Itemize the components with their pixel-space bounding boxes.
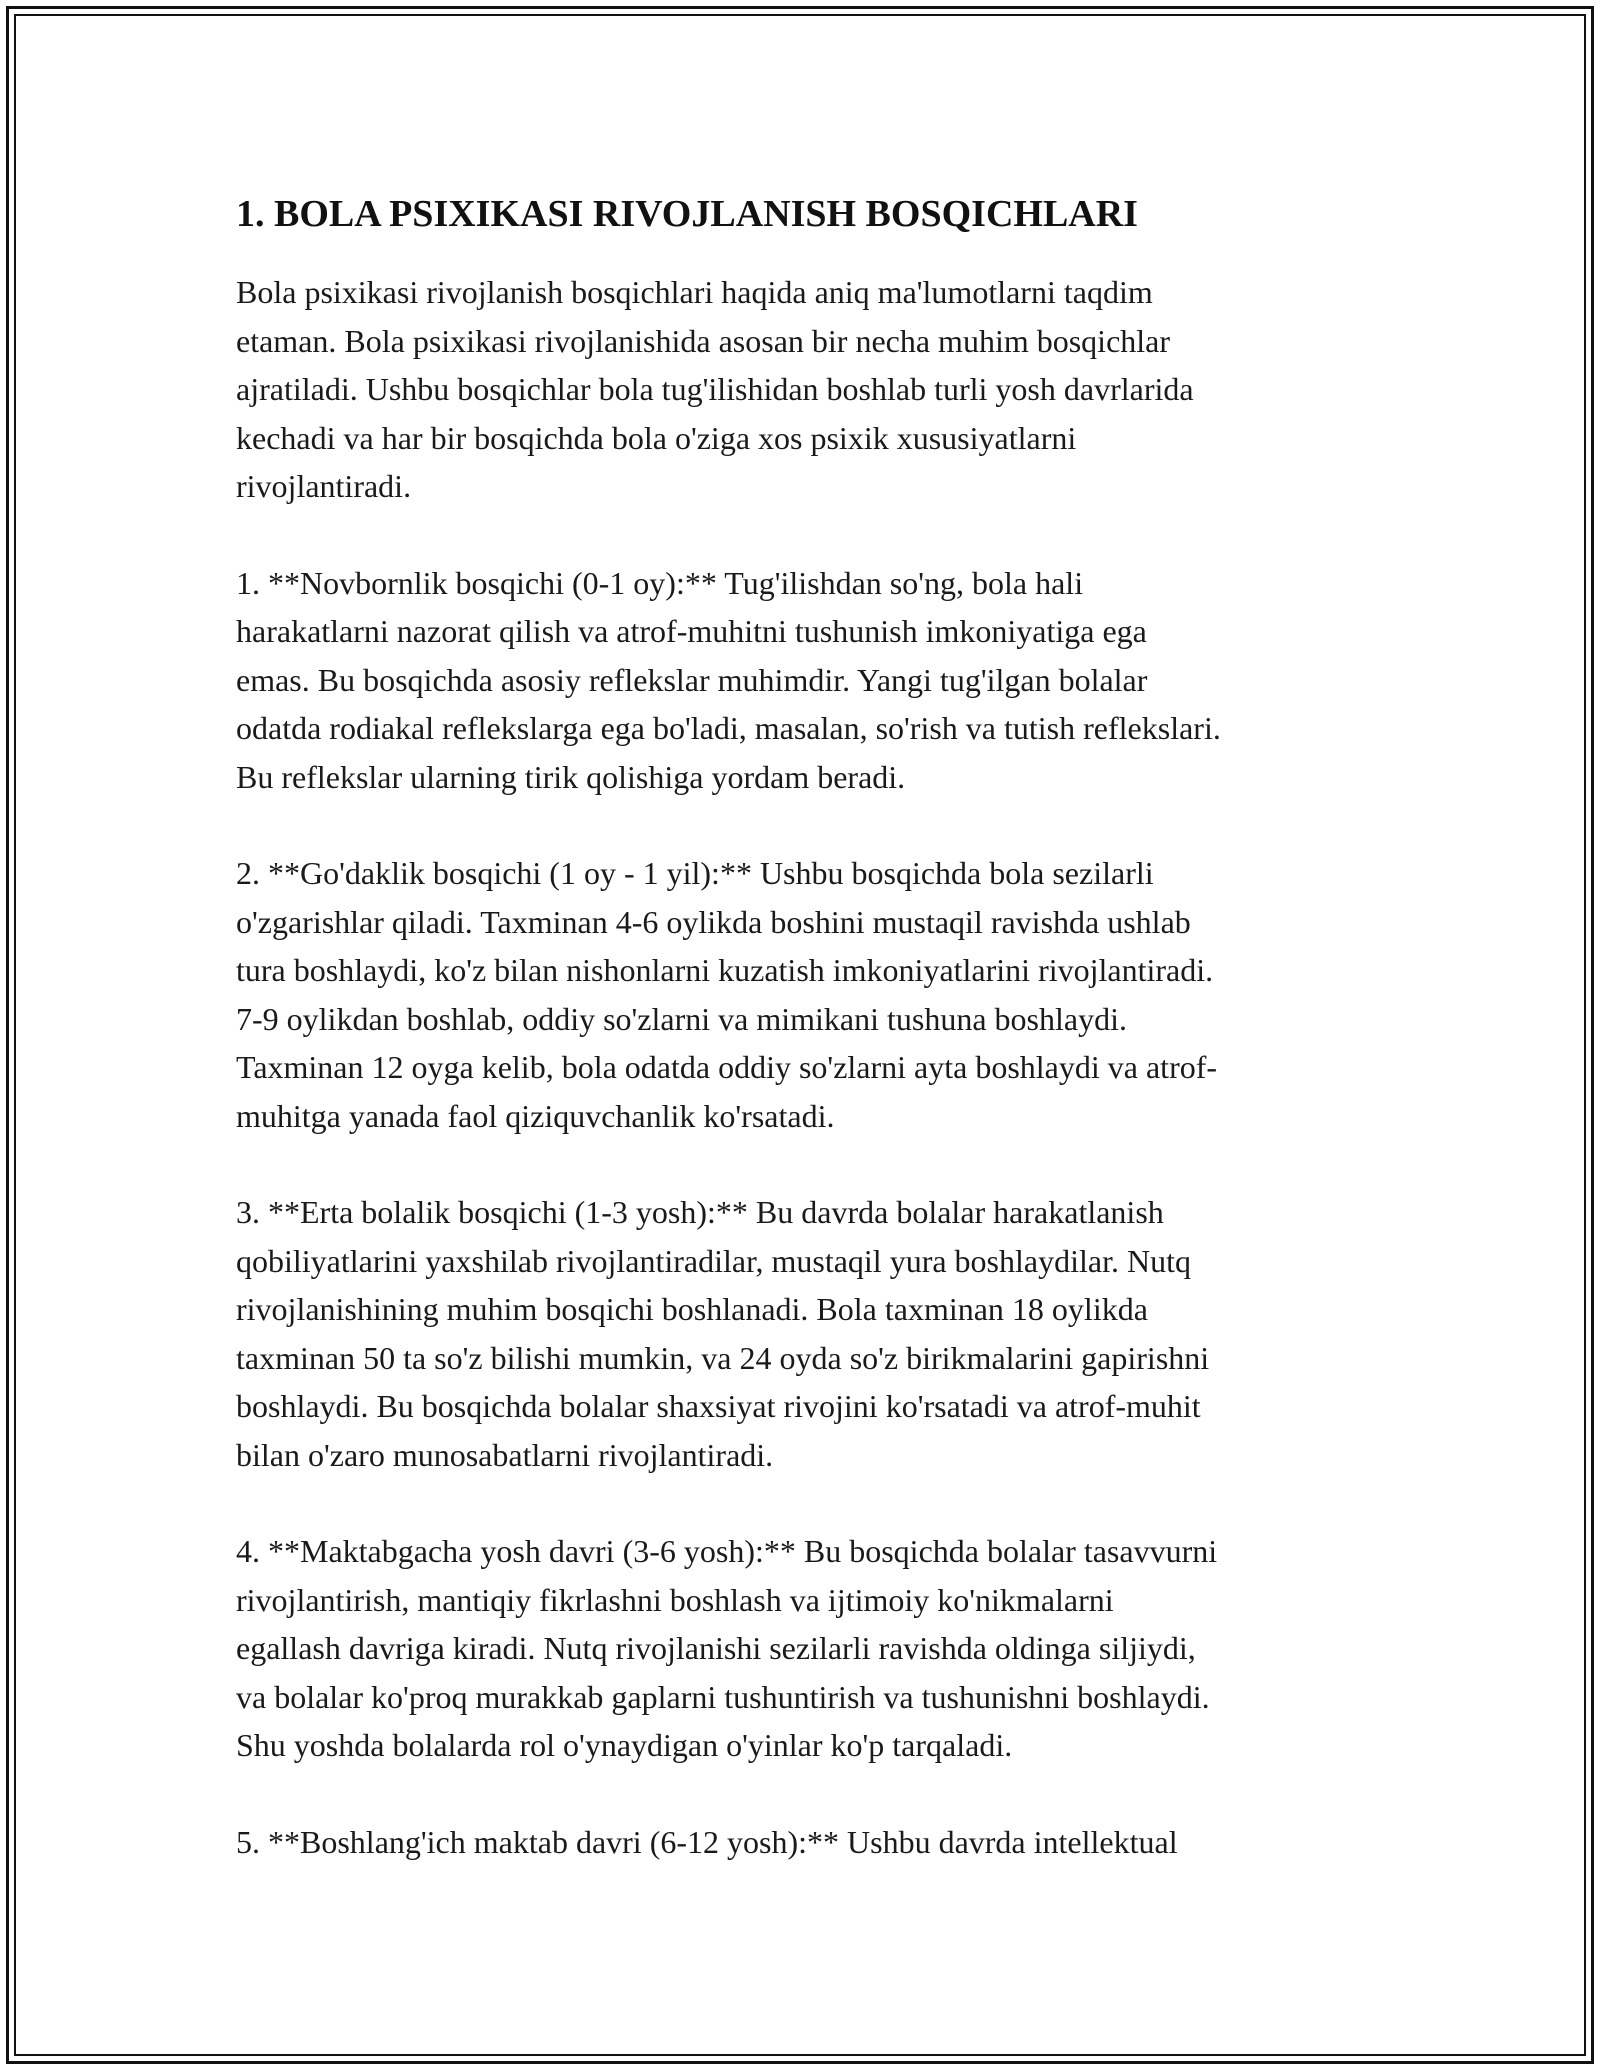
stage-5-paragraph: 5. **Boshlang'ich maktab davri (6-12 yosh):** Ushbu davrda intellektual <box>236 1823 1178 1860</box>
stage-3-paragraph: 3. **Erta bolalik bosqichi (1-3 yosh):** Bu davrda bolalar harakatlanish qobiliyatlarini yaxshilab rivojlantiradilar, mustaqil yura boshlaydilar. Nutq rivojlanishining muhim bosqichi boshlanadi. Bola taxminan 18 oylikda taxminan 50 ta so'z bilishi mumkin, va 24 oyda so'z birikmalarini gapirishni boshlaydi. Bu bosqichda bolalar shaxsiyat rivojini ko'rsatadi va atrof-muhit bilan o'zaro munosabatlarni rivojlantiradi. <box>236 1194 1210 1473</box>
document-body <box>236 188 1376 1914</box>
stage-2-paragraph: 2. **Go'daklik bosqichi (1 oy - 1 yil):** Ushbu bosqichda bola sezilarli o'zgarishlar qiladi. Taxminan 4-6 oylikda boshini mustaqil ravishda ushlab tura boshlaydi, ko'z bilan nishonlarni kuzatish imkoniyatlarini rivojlantiradi. 7-9 oylikdan boshlab, oddiy so'zlarni va mimikani tushuna boshlaydi. Taxminan 12 oyga kelib, bola odatda oddiy so'zlarni ayta boshlaydi va atrof- muhitga yanada faol qiziquvchanlik ko'rsatadi. <box>236 855 1218 1134</box>
stage-4-paragraph: 4. **Maktabgacha yosh davri (3-6 yosh):** Bu bosqichda bolalar tasavvurni rivojlantirish, mantiqiy fikrlashni boshlash va ijtimoiy ko'nikmalarni egallash davriga kiradi. Nutq rivojlanishi sezilarli ravishda oldinga siljiydi, va bolalar ko'proq murakkab gaplarni tushuntirish va tushunishni boshlaydi. Shu yoshda bolalarda rol o'ynaydigan o'yinlar ko'p tarqaladi. <box>236 1533 1218 1763</box>
intro-paragraph: Bola psixikasi rivojlanish bosqichlari haqida aniq ma'lumotlarni taqdim etaman. Bola psixikasi rivojlanishida asosan bir necha muhim bosqichlar ajratiladi. Ushbu bosqichlar bola tug'ilishidan boshlab turli yosh davrlarida kechadi va har bir bosqichda bola o'ziga xos psixik xususiyatlarni rivojlantiradi. <box>236 274 1194 504</box>
stage-1-paragraph: 1. **Novbornlik bosqichi (0-1 oy):** Tug'ilishdan so'ng, bola hali harakatlarni nazorat qilish va atrof-muhitni tushunish imkoniyatiga ega emas. Bu bosqichda asosiy reflekslar muhimdir. Yangi tug'ilgan bolalar odatda rodiakal reflekslarga ega bo'ladi, masalan, so'rish va tutish reflekslari. Bu reflekslar ularning tirik qolishiga yordam beradi. <box>236 564 1221 795</box>
document-title: 1. BOLA PSIXIKASI RIVOJLANISH BOSQICHLARI <box>236 193 1138 235</box>
